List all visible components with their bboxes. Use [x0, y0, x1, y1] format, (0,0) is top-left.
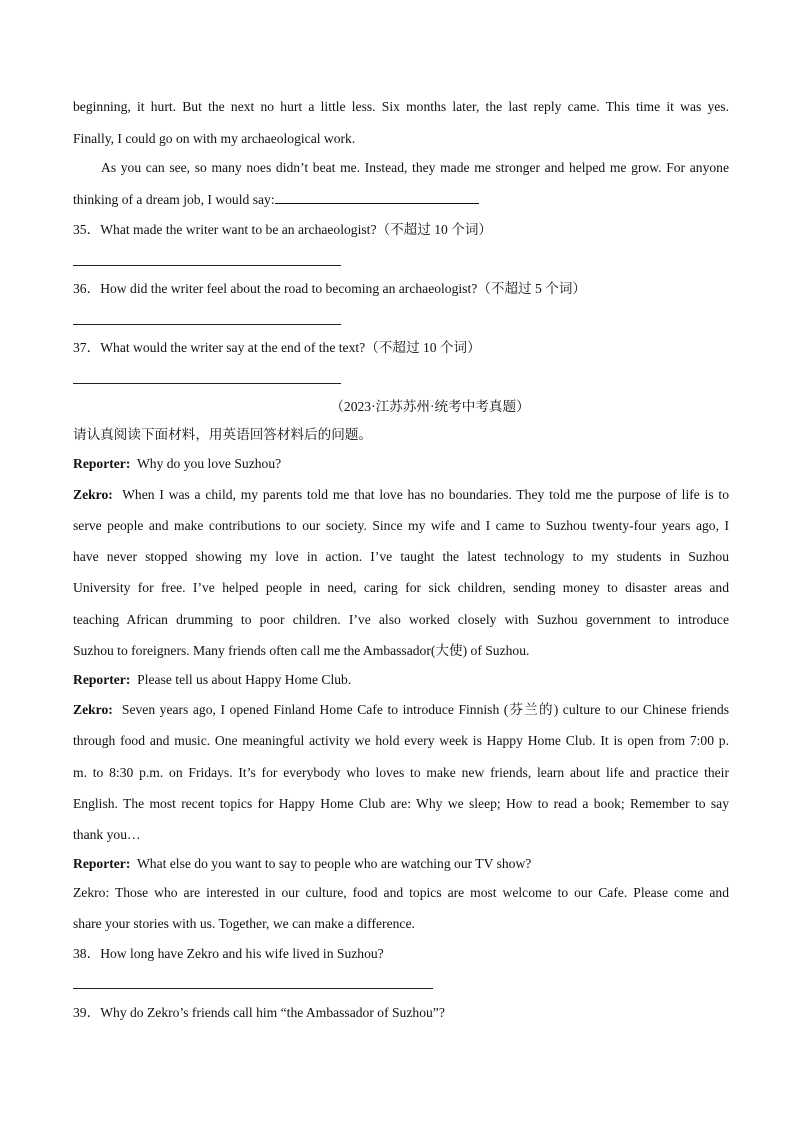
zekro-answer-line: University for free. I’ve helped people in need, caring for sick children, sending money to disaster areas and [73, 580, 729, 595]
question-text: What made the writer want to be an archaeologist?（不超过 10 个词） [100, 222, 493, 237]
question-38 [73, 944, 729, 964]
zekro-answer-line: serve people and make contributions to our society. Since my wife and I came to Suzhou twenty-four years ago, I [73, 518, 729, 533]
question-text: Why do Zekro’s friends call him “the Ambassador of Suzhou”? [100, 1005, 445, 1020]
passage-line [73, 190, 729, 210]
zekro-answer-line: Zekro: Those who are interested in our culture, food and topics are most welcome to our Cafe. Please come and [73, 885, 729, 900]
instruction: 请认真阅读下面材料，用英语回答材料后的问题。 [73, 427, 373, 442]
zekro-answer-line: thank you… [73, 827, 141, 842]
dialogue-text: Please tell us about Happy Home Club. [137, 672, 352, 687]
reporter-question [73, 854, 729, 874]
question-number: 39． [73, 1005, 101, 1020]
answer-line[interactable] [73, 383, 341, 384]
dialogue-text: Why do you love Suzhou? [136, 456, 282, 471]
zekro-answer-line: Suzhou to foreigners. Many friends often call me the Ambassador(大使) of Suzhou. [73, 643, 530, 658]
zekro-answer-line: m. to 8:30 p.m. on Fridays. It’s for everybody who loves to make new friends, learn about life and practice their [73, 765, 729, 780]
question-35 [73, 220, 729, 240]
answer-line[interactable] [73, 324, 341, 325]
source-citation: （2023·江苏苏州·统考中考真题） [330, 399, 530, 414]
speaker-label: Zekro: [73, 702, 113, 717]
question-text: How did the writer feel about the road to becoming an archaeologist?（不超过 5 个词） [100, 281, 587, 296]
fill-in-blank[interactable] [275, 191, 479, 204]
zekro-answer-line [73, 700, 729, 720]
question-39 [73, 1003, 729, 1023]
passage-line: beginning, it hurt. But the next no hurt a little less. Six months later, the last reply came. This time it was yes. [73, 99, 729, 114]
zekro-answer-line: teaching African drumming to poor children. I’ve also worked closely with Suzhou government to introduce [73, 612, 729, 627]
answer-line[interactable] [73, 265, 341, 266]
zekro-answer-line: through food and music. One meaningful activity we hold every week is Happy Home Club. It is open from 7:00 p. [73, 733, 729, 748]
speaker-label: Reporter: [73, 456, 131, 471]
dialogue-text: When I was a child, my parents told me that love has no boundaries. They told me the purpose of life is to [122, 487, 729, 502]
passage-text: thinking of a dream job, I would say: [73, 192, 275, 207]
dialogue-text: Seven years ago, I opened Finland Home Cafe to introduce Finnish (芬兰的) culture to our Chinese friends [121, 702, 729, 717]
answer-line[interactable] [73, 988, 433, 989]
speaker-label: Zekro: [73, 487, 113, 502]
zekro-answer-line: have never stopped showing my love in action. I’ve taught the latest technology to my students in Suzhou [73, 549, 729, 564]
passage-line: As you can see, so many noes didn’t beat me. Instead, they made me stronger and helped me grow. For anyone [101, 160, 729, 175]
question-number: 35． [73, 222, 101, 237]
zekro-answer-line: English. The most recent topics for Happy Home Club are: Why we sleep; How to read a book; Remember to say [73, 796, 729, 811]
question-number: 36． [73, 281, 101, 296]
zekro-answer-line: share your stories with us. Together, we can make a difference. [73, 916, 415, 931]
speaker-label: Reporter: [73, 672, 131, 687]
dialogue-text: What else do you want to say to people who are watching our TV show? [136, 856, 532, 871]
question-36 [73, 279, 729, 299]
question-number: 38． [73, 946, 101, 961]
question-text: How long have Zekro and his wife lived in Suzhou? [100, 946, 384, 961]
question-number: 37． [73, 340, 101, 355]
zekro-answer-line [73, 485, 729, 505]
speaker-label: Reporter: [73, 856, 131, 871]
question-37 [73, 338, 729, 358]
reporter-question [73, 454, 729, 474]
passage-line: Finally, I could go on with my archaeological work. [73, 131, 356, 146]
reporter-question [73, 670, 729, 690]
question-text: What would the writer say at the end of the text?（不超过 10 个词） [100, 340, 481, 355]
